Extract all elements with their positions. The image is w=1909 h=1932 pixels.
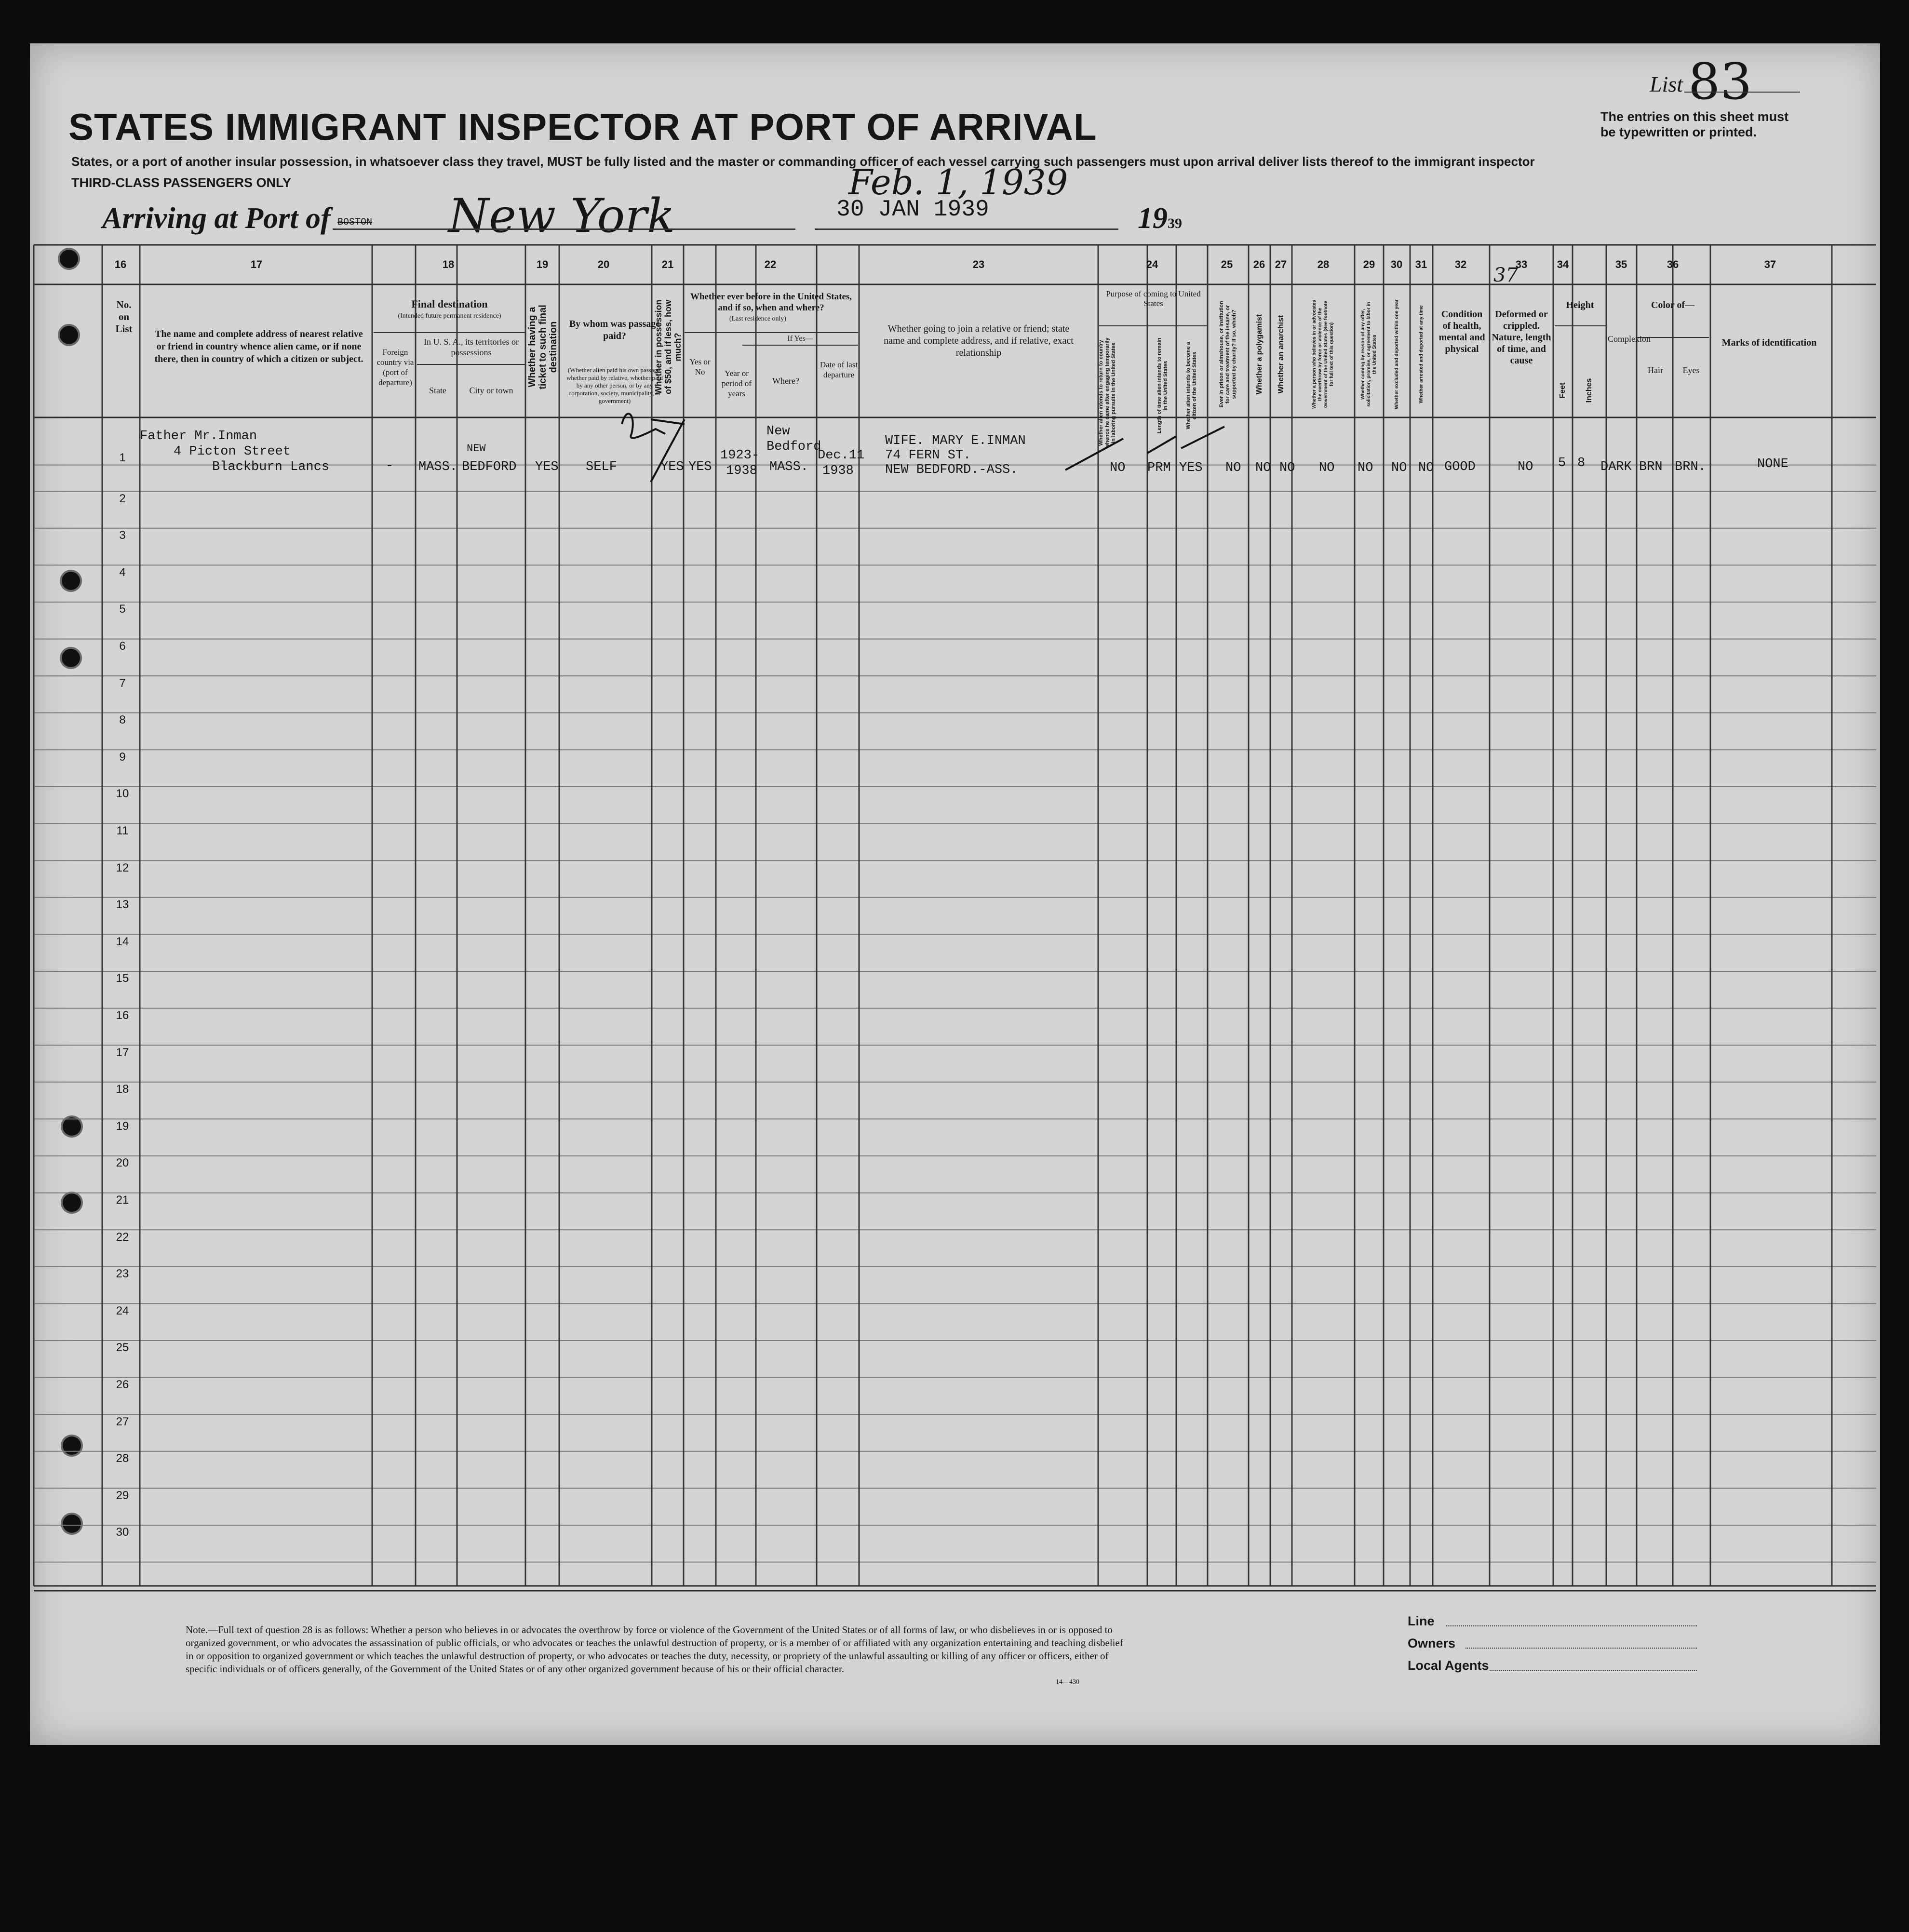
prison: NO <box>1225 461 1241 475</box>
column-number: 30 <box>1390 258 1403 270</box>
city-line2: BEDFORD <box>462 460 517 474</box>
row-number: 21 <box>116 1194 129 1207</box>
header-c25: Ever in prison or almshouse, or institution for care and treatment of the insane, or supported by charity? If so, which? <box>1218 301 1237 408</box>
line-underline <box>1446 1625 1697 1626</box>
where-line2: Bedford <box>766 440 821 454</box>
typewritten-notice: The entries on this sheet must be typewritten or printed. <box>1600 109 1789 139</box>
row-number: 12 <box>116 861 129 874</box>
local-agents-label: Local Agents <box>1408 1658 1489 1673</box>
header-c24a: Whether alien intends to return to country whence he came after engaging temporarily in laboring pursuits in the United States <box>1098 337 1116 448</box>
col22-header: Whether ever before in the United States, and if so, when and where? <box>690 292 852 313</box>
arriving-label: Arriving at Port of <box>102 202 331 235</box>
date-handwritten: Feb. 1, 1939 <box>848 162 1068 202</box>
col36-header: Color of— <box>1651 300 1695 310</box>
header-c31: Whether arrested and deported at any time <box>1419 305 1424 403</box>
row-number: 30 <box>116 1526 129 1539</box>
row-number: 23 <box>116 1267 129 1281</box>
complexion: DARK <box>1600 460 1632 474</box>
row-number: 19 <box>116 1119 129 1133</box>
owners-underline <box>1465 1648 1697 1649</box>
polygamist: NO <box>1255 461 1271 475</box>
col22-ifyes: If Yes— <box>787 335 813 343</box>
column-number: 23 <box>972 258 985 270</box>
header-c21: Whether in possession of $50, and if less, how much? <box>654 299 683 395</box>
row-number: 17 <box>116 1046 129 1059</box>
col22-sub: (Last residence only) <box>729 315 787 322</box>
row-number: 15 <box>116 972 129 985</box>
column-number: 16 <box>114 258 127 270</box>
col22-date: Date of last departure <box>820 360 858 379</box>
row-number: 10 <box>116 787 129 801</box>
return-intent: NO <box>1110 461 1126 475</box>
length-of-stay: PRM <box>1147 461 1171 475</box>
joining-line2: 74 FERN ST. <box>885 448 971 463</box>
fifty-dollars: YES <box>660 460 684 474</box>
column-number: 37 <box>1764 258 1776 270</box>
column-number: 18 <box>442 258 455 270</box>
header-c27: Whether an anarchist <box>1277 315 1285 394</box>
joining-line3: NEW BEDFORD.-ASS. <box>885 463 1018 477</box>
page-title: STATES IMMIGRANT INSPECTOR AT PORT OF ARRIVAL <box>68 106 1097 148</box>
col22-yesno: Yes or No <box>689 357 711 376</box>
column-number: 26 <box>1253 258 1265 270</box>
years-line1: 1923- <box>720 448 760 463</box>
row-number: 25 <box>116 1341 129 1355</box>
col22-where: Where? <box>772 376 799 386</box>
column-number: 29 <box>1363 258 1375 270</box>
col18b-header: In U. S. A., its territories or possessions <box>424 337 519 357</box>
row-number: 11 <box>116 824 129 837</box>
header-c26: Whether a polygamist <box>1255 314 1264 395</box>
col17-header: The name and complete address of nearest relative or friend in country whence alien came, or if none there, then in country of which a citizen or subject. <box>154 329 363 364</box>
owners-label: Owners <box>1408 1636 1456 1650</box>
header-c30: Whether excluded and deported within one year <box>1394 299 1399 409</box>
row-number: 20 <box>116 1156 129 1170</box>
column-number: 36 <box>1667 258 1679 270</box>
header-c34-feet: Feet <box>1559 382 1567 399</box>
col32-header: Condition of health, mental and physical <box>1438 309 1485 354</box>
col18b-city: City or town <box>469 386 513 395</box>
relative-line2: 4 Picton Street <box>174 444 291 459</box>
q29: NO <box>1358 461 1373 475</box>
col36-eyes: Eyes <box>1682 365 1700 375</box>
row-number: 8 <box>119 713 126 727</box>
state: MASS. <box>418 460 458 474</box>
col23-header: Whether going to join a relative or friend; state name and complete address, and if relative, exact relationship <box>884 323 1074 358</box>
foreign-via: - <box>386 459 394 473</box>
column-number: 32 <box>1454 258 1467 270</box>
row-number: 9 <box>119 750 126 764</box>
col18-sub: (Intended future permanent residence) <box>398 312 501 320</box>
row-number: 5 <box>119 603 126 616</box>
column-number: 34 <box>1557 258 1569 270</box>
feet: 5 <box>1558 456 1566 470</box>
column-number: 35 <box>1615 258 1627 270</box>
header-c24c: Whether alien intends to become a citizen of the United States <box>1185 342 1197 429</box>
col24-header: Purpose of coming to United States <box>1106 289 1201 308</box>
where-line3: MASS. <box>769 460 809 474</box>
hair: BRN <box>1639 460 1663 474</box>
row-number: 28 <box>116 1452 129 1465</box>
column-number: 27 <box>1275 258 1287 270</box>
column-number: 19 <box>536 258 549 270</box>
row-number: 7 <box>119 676 126 690</box>
row-number: 2 <box>119 492 126 505</box>
marks: NONE <box>1757 457 1788 471</box>
deformed: NO <box>1518 460 1533 474</box>
joining-line1: WIFE. MARY E.INMAN <box>885 434 1026 448</box>
eyes: BRN. <box>1675 460 1706 474</box>
years-line2: 1938 <box>726 464 757 478</box>
citizen-intent: YES <box>1179 461 1203 475</box>
header-c29: Whether coming by reason of any offer, solicitation, promise, or agreement to labor in the United States <box>1360 302 1377 407</box>
ever-before: YES <box>688 460 712 474</box>
q30: NO <box>1391 461 1407 475</box>
row-number: 24 <box>116 1304 129 1317</box>
column-number: 25 <box>1221 258 1233 270</box>
class-line: THIRD-CLASS PASSENGERS ONLY <box>71 175 292 190</box>
row-number: 1 <box>119 451 126 464</box>
row-number: 22 <box>116 1230 129 1244</box>
header-c28: Whether a person who believes in or advocates the overthrow by force or violence of the Government of the United States (See footnote for full text of this question) <box>1312 300 1334 409</box>
last-departure-line1: Dec.11 <box>818 448 865 463</box>
annotation-33: 37 <box>1493 264 1518 286</box>
header-c34-inches: Inches <box>1585 378 1593 403</box>
col18-header: Final destination <box>411 298 488 310</box>
anarchist: NO <box>1279 461 1295 475</box>
column-number: 20 <box>597 258 610 270</box>
col18a-header: Foreign country via (port of departure) <box>376 348 414 387</box>
relative-line3: Blackburn Lancs <box>212 460 330 474</box>
inches: 8 <box>1577 456 1586 470</box>
health: GOOD <box>1444 460 1476 474</box>
col36-hair: Hair <box>1648 365 1663 375</box>
line-label: Line <box>1408 1614 1435 1628</box>
row-number: 16 <box>116 1009 129 1022</box>
relative-line1: Father Mr.Inman <box>140 429 257 443</box>
row-number: 3 <box>119 529 126 542</box>
row-number: 26 <box>116 1378 129 1391</box>
year-prefix: 1939 <box>1138 202 1182 235</box>
port-handwritten: New York <box>448 189 675 243</box>
row-number: 13 <box>116 898 129 912</box>
column-number: 17 <box>250 258 263 270</box>
col18b-state: State <box>429 386 446 395</box>
row-number: 29 <box>116 1489 129 1502</box>
where-line1: New <box>766 424 790 439</box>
column-number: 33 <box>1515 258 1528 270</box>
q31: NO <box>1418 461 1434 475</box>
agents-underline <box>1490 1670 1697 1671</box>
col20-sub: (Whether alien paid his own passage, whether paid by relative, whether paid by any other person, or by any corporation, society, municipality, or government) <box>566 366 663 404</box>
passage-paid: SELF <box>586 460 617 474</box>
column-number: 22 <box>764 258 777 270</box>
column-number: 24 <box>1146 258 1158 270</box>
list-number: 83 <box>1688 52 1752 111</box>
col35-header: Complexion <box>1608 334 1651 344</box>
row-number: 27 <box>116 1415 129 1428</box>
city-line1: NEW <box>467 443 486 455</box>
subtitle-line: States, or a port of another insular possession, in whatsoever class they travel, MUST be fully listed and the master or commanding officer of each vessel carrying such passengers must upon arrival deliver lists thereof to the immigrant inspector <box>71 154 1535 169</box>
q28: NO <box>1319 461 1335 475</box>
list-label: List <box>1650 72 1683 96</box>
ticket: YES <box>535 460 559 474</box>
column-number: 28 <box>1317 258 1330 270</box>
row-number: 14 <box>116 935 129 948</box>
form-number: 14—430 <box>1056 1678 1079 1686</box>
col33-header: Deformed or crippled. Nature, length of time, and cause <box>1492 309 1551 366</box>
col34-header: Height <box>1566 300 1594 310</box>
date-stamp: 30 JAN 1939 <box>836 197 989 223</box>
col16-header: No. on List <box>115 299 133 335</box>
row-number: 6 <box>119 640 126 653</box>
last-departure-line2: 1938 <box>822 464 854 478</box>
column-number: 21 <box>661 258 674 270</box>
row-number: 4 <box>119 565 126 579</box>
row-number: 18 <box>116 1083 129 1096</box>
col20-header: By whom was passage paid? <box>569 319 660 341</box>
column-number: 31 <box>1415 258 1427 270</box>
question-28-note: Note.—Full text of question 28 is as follows: Whether a person who believes in or advocates the overthrow by force or violence of the Government of the United States or of all forms of law, or who disbelieves in or is opposed to organized government, or who advocates the assassination of public officials, or who advocates or teaches the unlawful destruction of property, or is a member of or affiliated with any organization entertaining and teaching disbelief in or opposition to organized government or which teaches the unlawful destruction of property, or who advocates or teaches the duty, necessity, or propriety of the unlawful assaulting or killing of any officer or officers, either of specific individuals or of officers generally, of the Government of the United States or of any other organized government because of his or their official character. <box>186 1624 1123 1675</box>
col37-header: Marks of identification <box>1721 337 1817 348</box>
header-c24b: Length of time alien intends to remain in the United States <box>1156 337 1169 434</box>
header-c19: Whether having a ticket to such final destination <box>527 305 559 389</box>
col22-year: Year or period of years <box>722 369 752 398</box>
struck-port: BOSTON <box>337 217 373 228</box>
